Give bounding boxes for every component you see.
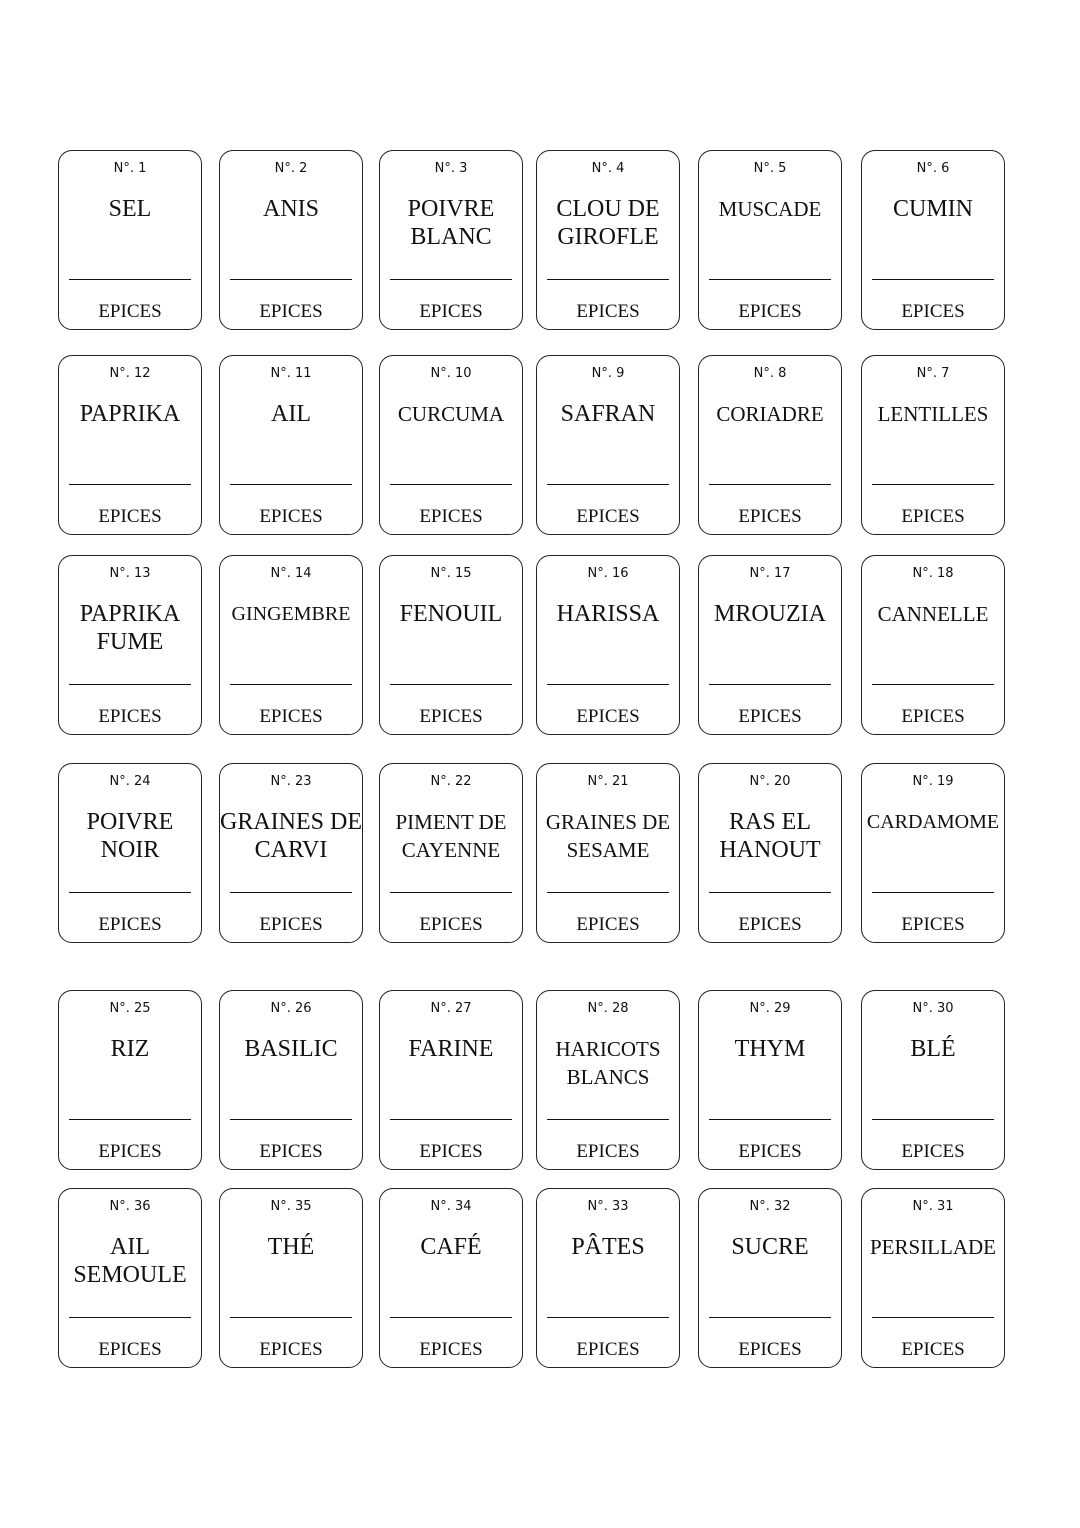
spice-label-card [379, 150, 523, 330]
label-name-text: PAPRIKA [79, 401, 181, 427]
label-divider [390, 1317, 512, 1318]
label-divider [872, 1119, 994, 1120]
spice-label-card [698, 150, 842, 330]
label-name-text: HARISSA [556, 601, 660, 627]
label-number: N°. 34 [430, 1199, 472, 1214]
label-name [695, 1035, 845, 1123]
label-divider [69, 892, 191, 893]
label-divider [872, 1317, 994, 1318]
label-category: EPICES [419, 914, 483, 935]
spice-label-card [379, 990, 523, 1170]
label-divider [709, 1119, 831, 1120]
label-name [533, 195, 683, 283]
label-divider [69, 279, 191, 280]
label-divider [547, 684, 669, 685]
label-category: EPICES [738, 706, 802, 727]
label-divider [230, 484, 352, 485]
label-number: N°. 21 [587, 774, 629, 789]
label-name-text: CLOU DE GIROFLE [556, 196, 660, 250]
label-name-text: HARICOTS BLANCS [555, 1037, 661, 1089]
spice-label-card [219, 150, 363, 330]
label-number: N°. 18 [912, 566, 954, 581]
label-name [533, 600, 683, 688]
label-divider [69, 684, 191, 685]
label-name [55, 600, 205, 688]
label-name-text: PIMENT DE CAYENNE [395, 810, 507, 862]
label-name-text: CUMIN [892, 196, 973, 222]
spice-label-card [58, 1188, 202, 1368]
label-name-text: MROUZIA [714, 601, 826, 627]
label-number: N°. 17 [749, 566, 791, 581]
label-category: EPICES [419, 301, 483, 322]
spice-label-card [379, 1188, 523, 1368]
spice-label-card [536, 1188, 680, 1368]
label-name [216, 808, 366, 896]
label-divider [872, 484, 994, 485]
label-name [376, 808, 526, 896]
label-number: N°. 26 [270, 1001, 312, 1016]
spice-label-card [861, 990, 1005, 1170]
label-number: N°. 9 [591, 366, 625, 381]
label-number: N°. 7 [916, 366, 950, 381]
label-number: N°. 30 [912, 1001, 954, 1016]
label-name [216, 1233, 366, 1321]
label-divider [230, 684, 352, 685]
label-name-text: POIVRE BLANC [407, 196, 495, 250]
label-number: N°. 16 [587, 566, 629, 581]
label-number: N°. 10 [430, 366, 472, 381]
label-name [55, 1035, 205, 1123]
label-category: EPICES [901, 301, 965, 322]
label-number: N°. 4 [591, 161, 625, 176]
label-number: N°. 27 [430, 1001, 472, 1016]
label-name-text: POIVRE NOIR [86, 809, 174, 863]
label-number: N°. 25 [109, 1001, 151, 1016]
label-name-text: SAFRAN [560, 401, 656, 427]
label-number: N°. 24 [109, 774, 151, 789]
label-name [695, 808, 845, 896]
label-number: N°. 8 [753, 366, 787, 381]
label-number: N°. 36 [109, 1199, 151, 1214]
label-name [858, 400, 1008, 488]
label-name [376, 195, 526, 283]
label-number: N°. 28 [587, 1001, 629, 1016]
label-divider [230, 279, 352, 280]
label-category: EPICES [576, 706, 640, 727]
spice-label-card [861, 355, 1005, 535]
label-name [376, 1035, 526, 1123]
label-name-text: SEL [108, 196, 152, 222]
spice-label-card [58, 355, 202, 535]
label-divider [709, 892, 831, 893]
label-number: N°. 33 [587, 1199, 629, 1214]
label-name-text: RIZ [110, 1036, 150, 1062]
label-name-text: FENOUIL [399, 601, 503, 627]
label-number: N°. 29 [749, 1001, 791, 1016]
label-name [55, 400, 205, 488]
label-divider [547, 1119, 669, 1120]
spice-label-card [861, 555, 1005, 735]
label-number: N°. 35 [270, 1199, 312, 1214]
label-name [695, 1233, 845, 1321]
label-number: N°. 1 [113, 161, 147, 176]
spice-label-card [536, 555, 680, 735]
spice-label-card [219, 555, 363, 735]
label-name-text: PÂTES [571, 1234, 645, 1260]
spice-label-card [861, 150, 1005, 330]
spice-label-card [219, 763, 363, 943]
label-name-text: GRAINES DE SESAME [545, 810, 671, 862]
spice-label-card [58, 150, 202, 330]
label-category: EPICES [98, 301, 162, 322]
label-divider [709, 1317, 831, 1318]
label-name-text: LENTILLES [877, 402, 989, 426]
spice-label-card [698, 1188, 842, 1368]
label-name-text: ANIS [262, 196, 319, 222]
label-category: EPICES [98, 1141, 162, 1162]
spice-label-card [698, 355, 842, 535]
label-category: EPICES [901, 1339, 965, 1360]
spice-label-card [698, 990, 842, 1170]
label-number: N°. 22 [430, 774, 472, 789]
label-category: EPICES [259, 706, 323, 727]
label-divider [547, 1317, 669, 1318]
label-divider [390, 1119, 512, 1120]
label-category: EPICES [738, 1141, 802, 1162]
label-divider [230, 1119, 352, 1120]
label-category: EPICES [901, 706, 965, 727]
label-divider [872, 684, 994, 685]
label-category: EPICES [738, 1339, 802, 1360]
label-divider [230, 892, 352, 893]
label-divider [872, 892, 994, 893]
label-name [55, 195, 205, 283]
label-category: EPICES [738, 914, 802, 935]
spice-label-card [536, 150, 680, 330]
label-name-text: AIL [271, 401, 311, 427]
label-name [55, 1233, 205, 1321]
label-name [695, 400, 845, 488]
label-divider [709, 279, 831, 280]
label-divider [872, 279, 994, 280]
label-divider [709, 684, 831, 685]
label-name [216, 1035, 366, 1123]
label-number: N°. 14 [270, 566, 312, 581]
label-name [858, 1233, 1008, 1321]
label-category: EPICES [576, 914, 640, 935]
label-name [216, 195, 366, 283]
label-category: EPICES [419, 1141, 483, 1162]
label-divider [547, 484, 669, 485]
label-number: N°. 19 [912, 774, 954, 789]
spice-label-card [861, 1188, 1005, 1368]
spice-label-card [698, 763, 842, 943]
label-category: EPICES [738, 506, 802, 527]
spice-label-card [536, 355, 680, 535]
spice-label-card [219, 355, 363, 535]
spice-label-card [698, 555, 842, 735]
label-divider [390, 892, 512, 893]
label-name [533, 400, 683, 488]
label-divider [390, 684, 512, 685]
label-name [695, 600, 845, 688]
spice-label-card [536, 763, 680, 943]
label-name [376, 400, 526, 488]
label-name-text: CARDAMOME [866, 811, 1000, 833]
label-category: EPICES [259, 914, 323, 935]
label-divider [709, 484, 831, 485]
label-name [533, 808, 683, 896]
label-name-text: BASILIC [244, 1036, 338, 1062]
label-category: EPICES [98, 506, 162, 527]
label-name [858, 195, 1008, 283]
label-name [216, 400, 366, 488]
label-category: EPICES [901, 914, 965, 935]
label-number: N°. 11 [270, 366, 312, 381]
label-name-text: CURCUMA [397, 402, 505, 426]
label-name [216, 600, 366, 688]
spice-label-card [219, 1188, 363, 1368]
label-number: N°. 15 [430, 566, 472, 581]
label-category: EPICES [576, 1339, 640, 1360]
label-category: EPICES [738, 301, 802, 322]
label-name [695, 195, 845, 283]
label-name [533, 1233, 683, 1321]
label-category: EPICES [98, 914, 162, 935]
label-divider [547, 892, 669, 893]
spice-label-card [58, 763, 202, 943]
label-name [858, 1035, 1008, 1123]
label-category: EPICES [576, 506, 640, 527]
label-name [376, 600, 526, 688]
spice-label-card [379, 555, 523, 735]
label-name-text: CANNELLE [877, 602, 989, 626]
label-number: N°. 13 [109, 566, 151, 581]
spice-label-card [536, 990, 680, 1170]
label-number: N°. 3 [434, 161, 468, 176]
label-number: N°. 32 [749, 1199, 791, 1214]
spice-label-card [58, 990, 202, 1170]
label-name-text: SUCRE [731, 1234, 809, 1260]
label-category: EPICES [259, 1141, 323, 1162]
label-category: EPICES [419, 706, 483, 727]
label-divider [69, 1119, 191, 1120]
label-divider [230, 1317, 352, 1318]
label-divider [547, 279, 669, 280]
label-name-text: AIL SEMOULE [73, 1234, 187, 1288]
label-name [55, 808, 205, 896]
spice-label-card [379, 355, 523, 535]
label-divider [69, 484, 191, 485]
label-category: EPICES [259, 1339, 323, 1360]
label-category: EPICES [576, 301, 640, 322]
label-divider [69, 1317, 191, 1318]
label-category: EPICES [259, 506, 323, 527]
label-number: N°. 20 [749, 774, 791, 789]
label-number: N°. 12 [109, 366, 151, 381]
label-name-text: PERSILLADE [870, 1235, 996, 1259]
label-name [533, 1035, 683, 1123]
label-category: EPICES [419, 506, 483, 527]
label-name-text: MUSCADE [718, 197, 822, 221]
label-name-text: GINGEMBRE [231, 603, 351, 625]
label-name [858, 808, 1008, 896]
label-name-text: CORIADRE [716, 402, 824, 426]
label-name-text: CAFÉ [420, 1234, 482, 1260]
spice-label-card [861, 763, 1005, 943]
spice-label-card [379, 763, 523, 943]
label-divider [390, 279, 512, 280]
label-name [376, 1233, 526, 1321]
label-name-text: RAS EL HANOUT [719, 809, 821, 863]
label-number: N°. 23 [270, 774, 312, 789]
label-name [858, 600, 1008, 688]
spice-label-card [219, 990, 363, 1170]
label-divider [390, 484, 512, 485]
label-category: EPICES [901, 1141, 965, 1162]
label-category: EPICES [576, 1141, 640, 1162]
label-name-text: BLÉ [910, 1036, 956, 1062]
label-category: EPICES [259, 301, 323, 322]
spice-label-card [58, 555, 202, 735]
label-category: EPICES [98, 706, 162, 727]
label-category: EPICES [901, 506, 965, 527]
label-number: N°. 5 [753, 161, 787, 176]
label-number: N°. 6 [916, 161, 950, 176]
label-category: EPICES [98, 1339, 162, 1360]
label-number: N°. 2 [274, 161, 308, 176]
label-name-text: THÉ [267, 1234, 315, 1260]
label-number: N°. 31 [912, 1199, 954, 1214]
label-name-text: PAPRIKA FUME [79, 601, 181, 655]
label-name-text: GRAINES DE CARVI [220, 809, 362, 863]
label-name-text: THYM [734, 1036, 806, 1062]
label-name-text: FARINE [408, 1036, 494, 1062]
label-category: EPICES [419, 1339, 483, 1360]
